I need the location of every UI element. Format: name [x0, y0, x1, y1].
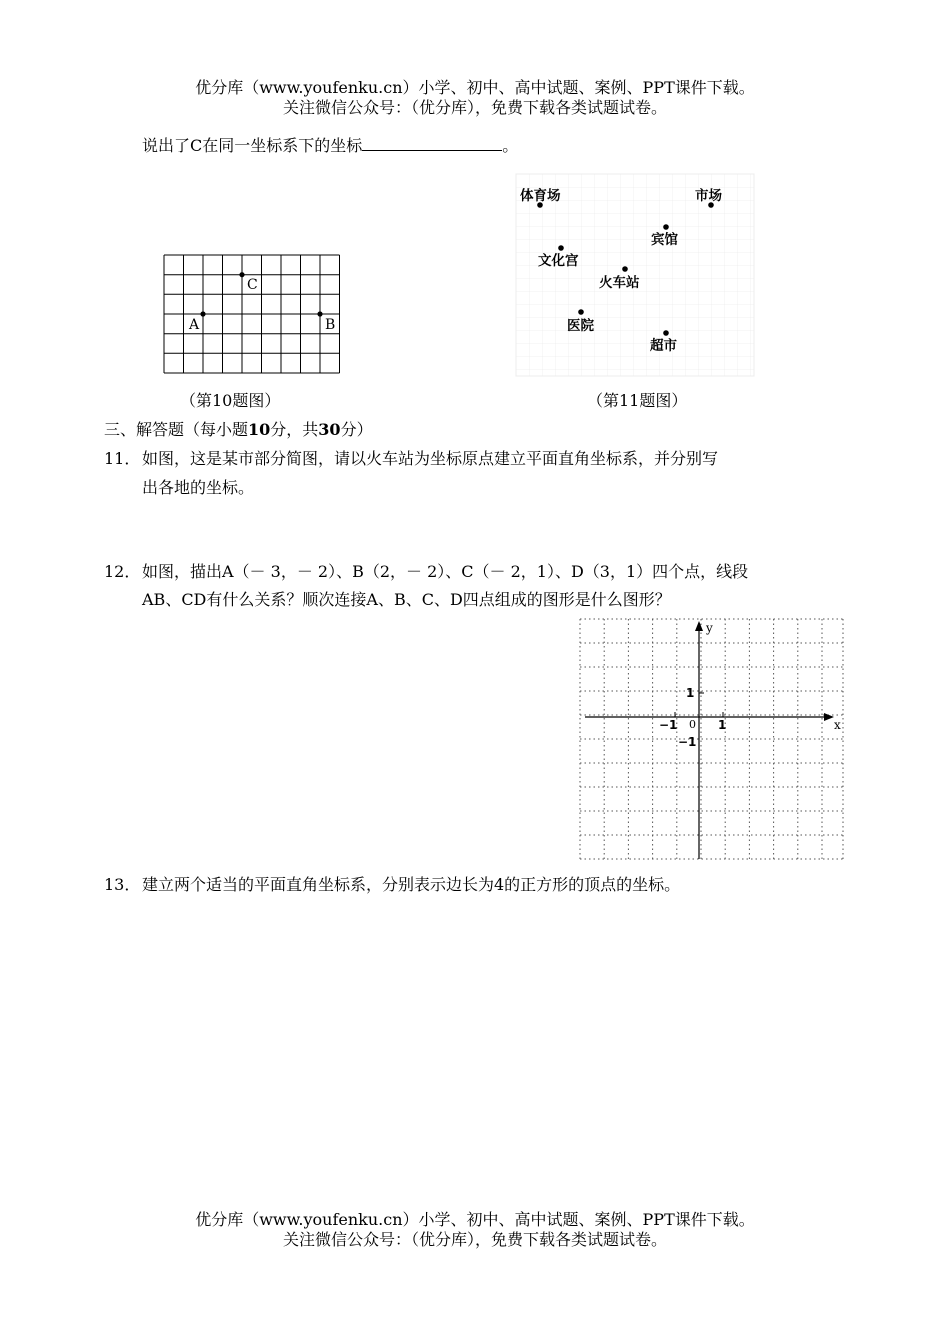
figure-10-grid: [155, 250, 355, 380]
section-3-end: 分）: [340, 420, 373, 439]
q11-line-1: 如图，这是某市部分简图，请以火车站为坐标原点建立平面直角坐标系，并分别写: [142, 449, 719, 468]
place-hospital: 医院: [567, 318, 594, 334]
label-c: C: [247, 277, 258, 293]
header-line-2: 关注微信公众号：（优分库），免费下载各类试题试卷。: [282, 98, 667, 117]
dot-culture-palace: [558, 245, 564, 251]
q12-line-1: 如图，描出A（－ 3，－ 2）、B（2，－ 2）、C（－ 2，1）、D（3，1）四个点，线段: [142, 562, 749, 581]
x-neg-one-label: −1: [659, 718, 678, 732]
figure-12-coordinate-plane: [575, 616, 845, 862]
dot-hospital: [578, 309, 584, 315]
origin-label: 0: [689, 718, 696, 731]
q10-tail-end: 。: [502, 136, 519, 155]
figure-11-map: [510, 170, 760, 380]
header-line-1: 优分库（www.youfenku.cn）小学、初中、高中试题、案例、PPT课件下载。: [195, 78, 755, 97]
grid-lines: [164, 255, 340, 373]
q13-number: 13．: [104, 875, 141, 894]
place-hotel: 宾馆: [651, 232, 678, 248]
x-axis-arrow: [824, 713, 834, 721]
point-b: [317, 311, 322, 316]
dot-supermarket: [663, 330, 669, 336]
place-stadium: 体育场: [520, 188, 561, 204]
point-a: [200, 311, 205, 316]
q12-number: 12．: [104, 562, 141, 581]
points-total: 30: [318, 420, 341, 439]
place-culture-palace: 文化宫: [538, 253, 579, 269]
points-each: 10: [248, 420, 271, 439]
place-market: 市场: [695, 188, 722, 204]
q10-tail-text: 说出了C在同一坐标系下的坐标: [142, 136, 363, 155]
section-3-heading: [104, 420, 373, 440]
y-label: y: [706, 621, 713, 635]
footer-line-2: 关注微信公众号：（优分库），免费下载各类试题试卷。: [282, 1230, 667, 1249]
section-3-mid: 分，共: [270, 420, 319, 439]
q11-line-2: 出各地的坐标。: [142, 478, 255, 497]
answer-blank[interactable]: [362, 136, 502, 151]
point-c: [239, 272, 244, 277]
y-one-label: 1: [686, 686, 695, 700]
dot-train-station: [622, 266, 628, 272]
x-one-label: 1: [718, 718, 727, 732]
q12-line-2: AB、CD有什么关系？顺次连接A、B、C、D四点组成的图形是什么图形？: [142, 590, 671, 609]
y-axis-arrow: [695, 621, 703, 631]
footer-line-1: 优分库（www.youfenku.cn）小学、初中、高中试题、案例、PPT课件下载。: [195, 1210, 755, 1229]
q10-tail: [142, 136, 518, 156]
y-neg-one-label: −1: [678, 735, 697, 749]
dotted-grid: [580, 619, 843, 859]
q11-number: 11．: [104, 449, 141, 468]
x-label: x: [834, 718, 841, 732]
dot-hotel: [663, 224, 669, 230]
place-train-station: 火车站: [599, 275, 640, 291]
section-3-title: 三、解答题（每小题: [104, 420, 249, 439]
label-b: B: [325, 317, 336, 333]
q13-text: 建立两个适当的平面直角坐标系，分别表示边长为4的正方形的顶点的坐标。: [142, 875, 681, 894]
label-a: A: [189, 317, 200, 333]
figure-10-caption: （第10题图）: [180, 391, 281, 410]
place-supermarket: 超市: [650, 338, 677, 354]
figure-11-caption: （第11题图）: [587, 391, 688, 410]
